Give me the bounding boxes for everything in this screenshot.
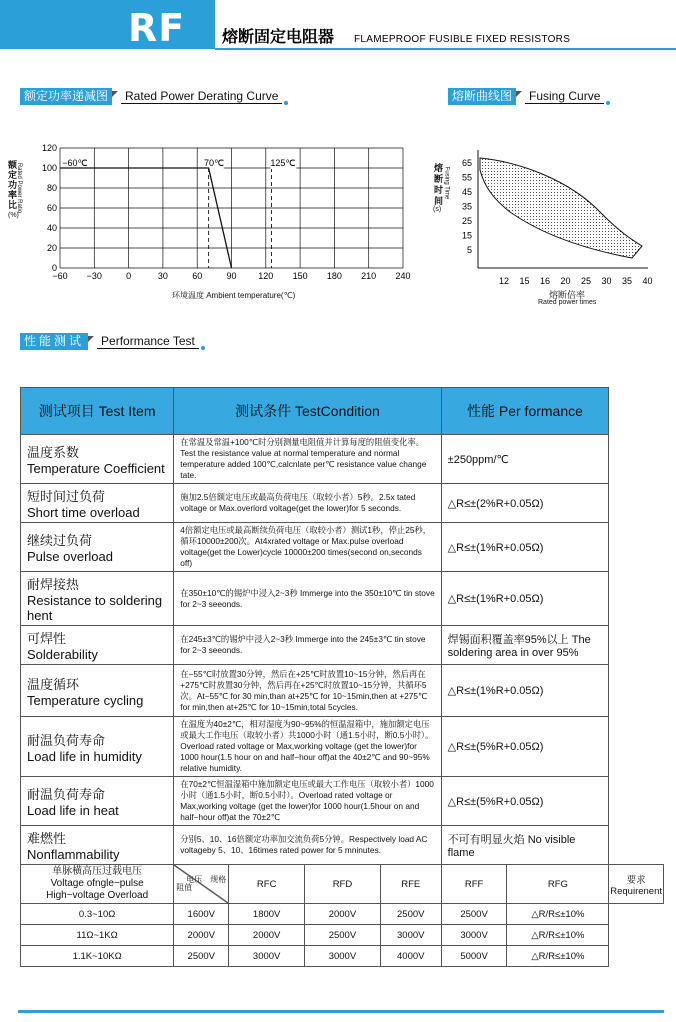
hv-label-en1: Voltage ofngle−pulse xyxy=(50,878,144,889)
derating-section-label xyxy=(20,88,288,105)
hv-voltage: 3000V xyxy=(380,925,441,946)
y-tick-label: 100 xyxy=(41,163,57,173)
fusing-chart xyxy=(430,140,676,310)
hv-row xyxy=(21,925,664,946)
test-item-cell xyxy=(21,435,174,484)
test-condition: 在245±3℃的锡炉中浸入2~3秒 Immerge into the 245±3℃ tin stove for 2~3 seeonds. xyxy=(174,626,441,665)
test-item-cell xyxy=(21,523,174,572)
hv-voltage: 3000V xyxy=(229,946,305,967)
hv-col: RFC xyxy=(229,865,305,904)
test-item-cn: 耐温负荷寿命 xyxy=(27,787,106,802)
test-item-cell xyxy=(21,626,174,665)
y-tick-label: 55 xyxy=(461,172,472,183)
table-row xyxy=(21,826,664,865)
test-condition: 施加2.5倍额定电压或最高负荷电压（取较小者）5秒。2.5x tated voltage or Max.overlord voltage(get the lower)for 5 seconds. xyxy=(174,484,441,523)
fusing-ylabel-en: Fusing Time xyxy=(443,166,450,200)
hv-row xyxy=(21,904,664,925)
y-tick-label: 5 xyxy=(466,245,472,255)
label-arrow xyxy=(88,336,94,342)
performance-value: △R≤±(1%R+0.05Ω) xyxy=(441,572,609,626)
header-test-condition: 测试条件 TestCondition xyxy=(174,388,441,435)
hv-corner-top: 电压 规格 xyxy=(186,875,227,884)
label-dot xyxy=(284,101,288,105)
test-item-cell xyxy=(21,484,174,523)
x-tick-label: −30 xyxy=(86,271,102,281)
test-item-en: Load life in humidity xyxy=(27,748,142,764)
hv-voltage: 2500V xyxy=(174,946,229,967)
hv-requirement: △R/R≤±10% xyxy=(507,925,609,946)
x-tick-label: 60 xyxy=(192,271,203,281)
test-item-cell xyxy=(21,665,174,717)
x-tick-label: 25 xyxy=(580,276,592,286)
test-item-cn: 可焊性 xyxy=(27,631,67,646)
header-test-item: 测试项目 Test Item xyxy=(21,388,174,435)
y-tick-label: 60 xyxy=(46,203,57,213)
y-tick-label: 40 xyxy=(46,223,57,233)
y-tick-label: 35 xyxy=(461,201,472,212)
hv-corner-cell xyxy=(174,865,229,904)
performance-value: △R≤±(5%R+0.05Ω) xyxy=(441,717,609,777)
x-tick-label: 30 xyxy=(157,271,168,281)
x-tick-label: 240 xyxy=(395,271,411,281)
x-tick-label: 150 xyxy=(292,271,308,281)
test-condition: 在温度为40±2℃，相对湿度为90~95%的恒温湿箱中，施加额定电压或最大工作电压（取较小者）共1000小时（通1.5小时，断0.5小时）。Overload rated voltage or Max,working voltage (get the lower)for 1000 hour(1.5 hour on and half−hour off)at the 40±2℃ and 90~95% relative humidity. xyxy=(174,717,441,777)
test-item-en: Nonflammability xyxy=(27,847,120,862)
hv-voltage: 5000V xyxy=(441,946,507,967)
y-tick-label: 25 xyxy=(461,216,472,226)
hv-header-row xyxy=(21,865,664,904)
test-item-en: Resistance to soldering hent xyxy=(27,593,163,623)
test-condition: 在70±2℃恒温湿箱中施加额定电压或最大工作电压（取较小者）1000小时（通1.5小时，断0.5小时）。Overload rated voltage or Max,working voltage (get the lower)for 1000 hour(1.5hour on and half−hour off)at the 70±2℃ xyxy=(174,777,441,826)
test-condition: 4倍额定电压或最高断续负荷电压（取较小者）测试1秒，停止25秒，循环10000±200次。At4xrated voltage or Max.pulse overload voltage(get the Lower)cycle 10000±200 times(second on,seconds off) xyxy=(174,523,441,572)
section-label-en: Fusing Curve xyxy=(525,89,604,104)
label-arrow xyxy=(516,91,522,97)
y-tick-label: 20 xyxy=(46,243,57,253)
header-performance: 性能 Per formance xyxy=(441,388,609,435)
test-item-cn: 继续过负荷 xyxy=(27,533,93,548)
hv-corner-bottom: 阻值 xyxy=(176,883,193,892)
derating-xlabel: 环境温度 Ambient temperature(℃) xyxy=(172,291,296,300)
test-item-cn: 温度循环 xyxy=(27,676,80,692)
test-item-cn: 温度系数 xyxy=(27,445,80,460)
hv-label-en2: High−voltage Overload xyxy=(46,890,149,901)
performance-value: △R≤±(1%R+0.05Ω) xyxy=(441,665,609,717)
hv-col: 要求Requirenent xyxy=(609,865,664,904)
hv-voltage: 2500V xyxy=(380,904,441,925)
y-tick-label: 65 xyxy=(461,158,472,168)
section-label-cn: 额定功率递减图 xyxy=(20,88,112,105)
performance-value: ±250ppm/℃ xyxy=(441,435,609,484)
y-tick-label: 45 xyxy=(461,187,472,197)
label-arrow xyxy=(112,91,118,97)
hv-range: 0.3~10Ω xyxy=(21,904,174,925)
performance-value: △R≤±(2%R+0.05Ω) xyxy=(441,484,609,523)
table-row xyxy=(21,435,664,484)
test-item-en: Temperature cycling xyxy=(27,692,144,708)
y-tick-label: 80 xyxy=(46,183,57,193)
x-tick-label: 15 xyxy=(519,276,530,286)
test-condition: 在−55℃时放置30分钟，然后在+25℃时放置10~15分钟，然后再在+275℃时放置30分钟，然后再在+25℃时放置10~15分钟，共循环5次。At−55℃ for 30 min,than at+25℃ for 10~15min,then at +275℃ for min,then at+25℃ for 10~15min,total 5cycles. xyxy=(174,665,441,717)
hv-voltage: 2500V xyxy=(441,904,507,925)
hv-col: RFE xyxy=(380,865,441,904)
test-item-cn: 短时间过负荷 xyxy=(27,489,106,504)
test-item-cell xyxy=(21,777,174,826)
performance-value: 不可有明显火焰 No visible flame xyxy=(441,826,609,865)
hv-voltage: 2000V xyxy=(229,925,305,946)
performance-value: 焊锡面积覆盖率95%以上 The soldering area in over 95% xyxy=(441,626,609,665)
x-tick-label: 180 xyxy=(326,271,342,281)
fusing-xlabel-en: Rated power times xyxy=(538,299,597,306)
hv-voltage: 3000V xyxy=(441,925,507,946)
test-item-cell xyxy=(21,717,174,777)
product-code: RF xyxy=(128,6,186,50)
hv-col: RFD xyxy=(305,865,381,904)
table-row xyxy=(21,523,664,572)
hv-voltage: 2500V xyxy=(305,925,381,946)
x-tick-label: 35 xyxy=(621,276,633,286)
hv-col: RFG xyxy=(507,865,609,904)
hv-voltage: 4000V xyxy=(380,946,441,967)
test-item-cell xyxy=(21,572,174,626)
test-item-cn: 耐焊接热 xyxy=(27,577,80,592)
table-row xyxy=(21,572,664,626)
test-item-en: Short time overload xyxy=(27,505,140,520)
hv-voltage: 1800V xyxy=(229,904,305,925)
hv-row xyxy=(21,946,664,967)
table-row xyxy=(21,665,664,717)
performance-value: △R≤±(5%R+0.05Ω) xyxy=(441,777,609,826)
hv-voltage: 2000V xyxy=(174,925,229,946)
hv-col: RFF xyxy=(441,865,507,904)
section-label-cn: 性能测试 xyxy=(20,333,88,350)
page-title-en: FLAMEPROOF FUSIBLE FIXED RESISTORS xyxy=(354,34,571,45)
x-tick-label: −60 xyxy=(52,271,68,281)
y-tick-label: 120 xyxy=(41,143,57,153)
fusing-ylabel-unit: (s) xyxy=(433,206,442,213)
performance-table xyxy=(20,387,664,967)
test-item-en: Solderability xyxy=(27,647,98,662)
x-tick-label: 20 xyxy=(560,276,571,286)
footer-rule xyxy=(18,1010,664,1013)
corner-diagonal xyxy=(174,865,228,903)
derating-ylabel-en: Rated Power Ratio xyxy=(16,162,23,214)
hv-label-cell xyxy=(21,865,174,904)
test-condition: 在常温及常温+100℃时分别测量电阻值并计算每度的阻值变化率。Test the resistance value at normal temperature and normal temperature added 100℃,calcnlate per℃ resistance value change tate. xyxy=(174,435,441,484)
hv-range: 11Ω~1KΩ xyxy=(21,925,174,946)
hv-requirement: △R/R≤±10% xyxy=(507,904,609,925)
test-item-en: Temperature Coefficient xyxy=(27,461,165,476)
hv-range: 1.1K~10KΩ xyxy=(21,946,174,967)
derating-ylabel-cn: 额定功率比 xyxy=(8,160,18,210)
x-tick-label: 0 xyxy=(126,271,132,281)
fusing-xlabel-cn: 熔断倍率 xyxy=(549,290,586,300)
fusing-ylabel-cn: 熔断时间 xyxy=(434,163,444,206)
section-label-en: Performance Test xyxy=(97,334,199,349)
section-label-cn: 熔断曲线图 xyxy=(448,88,516,105)
y-tick-label: 0 xyxy=(51,263,57,273)
test-item-cn: 难燃性 xyxy=(27,831,67,846)
table-header-row xyxy=(21,388,664,435)
temperature-annotation: 70℃ xyxy=(204,158,225,168)
label-dot xyxy=(201,346,205,350)
page-title-cn: 熔断固定电阻器 xyxy=(222,29,335,46)
derating-chart xyxy=(0,140,420,310)
x-tick-label: 210 xyxy=(361,271,377,281)
x-tick-label: 90 xyxy=(226,271,237,281)
label-dot xyxy=(606,101,610,105)
y-tick-label: 15 xyxy=(461,230,472,241)
hv-label-cn: 单脉横高压过载电压 xyxy=(52,866,143,877)
x-tick-label: 120 xyxy=(258,271,274,281)
hv-voltage: 3000V xyxy=(305,946,381,967)
x-tick-label: 12 xyxy=(498,276,510,286)
test-item-en: Load life in heat xyxy=(27,803,119,818)
temperature-annotation: 125℃ xyxy=(270,158,296,168)
test-item-cn: 耐温负荷寿命 xyxy=(27,732,106,748)
section-label-en: Rated Power Derating Curve xyxy=(121,89,282,104)
table-row xyxy=(21,717,664,777)
hv-voltage: 2000V xyxy=(305,904,381,925)
header-rule xyxy=(215,48,676,50)
table-row xyxy=(21,626,664,665)
performance-section-label xyxy=(20,333,205,350)
x-tick-label: 16 xyxy=(539,276,551,286)
derating-curve xyxy=(60,168,232,268)
fusing-section-label xyxy=(448,88,610,105)
temperature-annotation: −60℃ xyxy=(62,158,88,168)
x-tick-label: 30 xyxy=(601,276,612,286)
test-condition: 分别5、10、16倍额定功率加交流负荷5分钟。Respectively load AC voltageby 5、10、16times rated power for 5 mninutes. xyxy=(174,826,441,865)
fusing-band xyxy=(480,158,642,258)
test-condition: 在350±10℃的锡炉中浸入2~3秒 Immerge into the 350±10℃ tin stove for 2~3 seeonds. xyxy=(174,572,441,626)
table-row xyxy=(21,484,664,523)
x-tick-label: 40 xyxy=(642,276,653,286)
test-item-en: Pulse overload xyxy=(27,549,113,564)
hv-requirement: △R/R≤±10% xyxy=(507,946,609,967)
table-row xyxy=(21,777,664,826)
derating-ylabel-unit: (%) xyxy=(8,212,19,219)
test-item-cell xyxy=(21,826,174,865)
hv-voltage: 1600V xyxy=(174,904,229,925)
performance-value: △R≤±(1%R+0.05Ω) xyxy=(441,523,609,572)
